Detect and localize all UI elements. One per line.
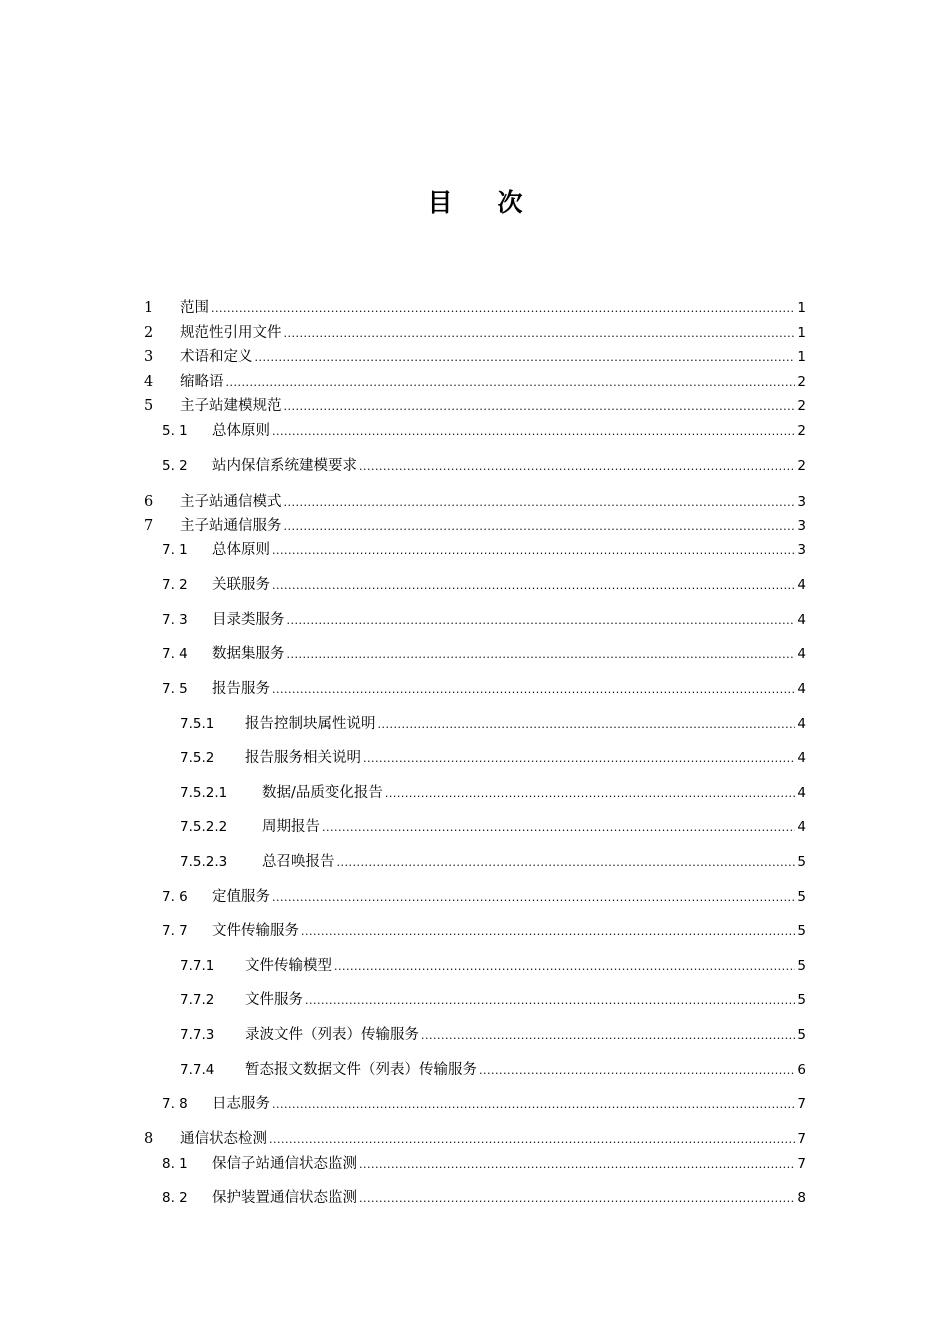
toc-leader-dots	[255, 347, 796, 369]
toc-entry-page: 4	[797, 612, 806, 628]
toc-entry[interactable]	[0, 491, 950, 513]
toc-entry-page: 3	[797, 494, 806, 510]
toc-entry-number: 5	[144, 398, 154, 414]
toc-entry-title: 站内保信系统建模要求	[212, 458, 357, 474]
toc-entry[interactable]	[0, 816, 950, 838]
toc-leader-dots	[287, 610, 796, 632]
toc-entry-number: 7.5.2.2	[180, 819, 228, 835]
toc-entry-title: 文件传输模型	[245, 958, 332, 974]
toc-leader-dots	[284, 323, 796, 345]
toc-entry[interactable]	[0, 1024, 950, 1046]
toc-entry-number: 7. 4	[162, 646, 188, 662]
toc-entry-page: 5	[797, 923, 806, 939]
toc-entry-number: 5. 2	[162, 458, 188, 474]
toc-entry-title: 通信状态检测	[180, 1131, 267, 1147]
toc-entry-title: 报告服务相关说明	[245, 750, 361, 766]
toc-leader-dots	[359, 456, 795, 478]
toc-entry[interactable]	[0, 515, 950, 537]
toc-entry-number: 7. 8	[162, 1096, 188, 1112]
toc-leader-dots	[284, 492, 796, 514]
toc-leader-dots	[363, 748, 795, 770]
toc-entry-title: 数据集服务	[212, 646, 285, 662]
toc-entry[interactable]	[0, 747, 950, 769]
toc-leader-dots	[421, 1025, 795, 1047]
toc-entry-number: 7.7.1	[180, 958, 215, 974]
toc-entry-title: 报告控制块属性说明	[245, 716, 376, 732]
toc-entry[interactable]	[0, 574, 950, 596]
toc-entry-page: 1	[797, 349, 806, 365]
toc-entry[interactable]	[0, 713, 950, 735]
toc-leader-dots	[359, 1154, 795, 1176]
toc-entry-number: 8. 1	[162, 1156, 188, 1172]
toc-leader-dots	[284, 396, 796, 418]
toc-entry[interactable]	[0, 297, 950, 319]
toc-entry-number: 6	[144, 494, 154, 510]
toc-entry[interactable]	[0, 1093, 950, 1115]
toc-entry-number: 7. 1	[162, 542, 188, 558]
toc-leader-dots	[226, 372, 796, 394]
toc-leader-dots	[378, 714, 796, 736]
toc-entry-page: 5	[797, 958, 806, 974]
toc-leader-dots	[272, 540, 795, 562]
toc-entry-number: 7.5.1	[180, 716, 215, 732]
toc-entry[interactable]	[0, 1128, 950, 1150]
toc-leader-dots	[272, 887, 795, 909]
toc-leader-dots	[272, 679, 795, 701]
toc-entry[interactable]	[0, 1059, 950, 1081]
page-title: 目次	[427, 188, 568, 217]
toc-entry-number: 3	[144, 349, 154, 365]
toc-leader-dots	[305, 990, 795, 1012]
toc-entry-title: 规范性引用文件	[180, 325, 282, 341]
toc-entry[interactable]	[0, 1153, 950, 1175]
toc-entry[interactable]	[0, 989, 950, 1011]
toc-entry-title: 报告服务	[212, 681, 270, 697]
toc-entry-number: 7.5.2.3	[180, 854, 228, 870]
toc-entry[interactable]	[0, 420, 950, 442]
toc-entry[interactable]	[0, 851, 950, 873]
toc-entry[interactable]	[0, 322, 950, 344]
toc-entry[interactable]	[0, 539, 950, 561]
toc-leader-dots	[272, 421, 795, 443]
toc-entry-title: 总体原则	[212, 542, 270, 558]
toc-entry-title: 总体原则	[212, 423, 270, 439]
toc-entry-title: 数据/品质变化报告	[262, 785, 383, 801]
toc-entry-number: 7.7.3	[180, 1027, 215, 1043]
toc-entry-title: 主子站建模规范	[180, 398, 282, 414]
toc-entry[interactable]	[0, 1187, 950, 1209]
toc-entry-page: 5	[797, 854, 806, 870]
toc-entry-number: 2	[144, 325, 154, 341]
toc-entry-number: 7.7.2	[180, 992, 215, 1008]
toc-leader-dots	[269, 1129, 795, 1151]
toc-entry[interactable]	[0, 371, 950, 393]
toc-entry-page: 8	[797, 1190, 806, 1206]
toc-entry-title: 文件传输服务	[212, 923, 299, 939]
toc-entry-title: 定值服务	[212, 889, 270, 905]
toc-entry-page: 7	[797, 1096, 806, 1112]
toc-leader-dots	[272, 575, 795, 597]
toc-entry[interactable]	[0, 609, 950, 631]
toc-entry-page: 4	[797, 819, 806, 835]
toc-entry-title: 保护装置通信状态监测	[212, 1190, 357, 1206]
toc-entry-title: 主子站通信服务	[180, 518, 282, 534]
toc-entry-page: 3	[797, 542, 806, 558]
toc-entry-title: 关联服务	[212, 577, 270, 593]
toc-entry-page: 1	[797, 300, 806, 316]
toc-entry-title: 术语和定义	[180, 349, 253, 365]
toc-entry-title: 目录类服务	[212, 612, 285, 628]
toc-entry-page: 6	[797, 1062, 806, 1078]
toc-entry-number: 7. 6	[162, 889, 188, 905]
toc-entry-title: 总召唤报告	[262, 854, 335, 870]
toc-entry-number: 7.5.2	[180, 750, 215, 766]
toc-entry-page: 4	[797, 681, 806, 697]
toc-entry[interactable]	[0, 678, 950, 700]
toc-entry-page: 4	[797, 785, 806, 801]
toc-entry[interactable]	[0, 455, 950, 477]
toc-entry-title: 缩略语	[180, 374, 224, 390]
toc-entry[interactable]	[0, 955, 950, 977]
toc-entry-page: 7	[797, 1156, 806, 1172]
toc-leader-dots	[322, 817, 795, 839]
toc-entry-number: 4	[144, 374, 154, 390]
toc-entry-page: 2	[797, 374, 806, 390]
toc-entry-title: 保信子站通信状态监测	[212, 1156, 357, 1172]
toc-entry[interactable]	[0, 346, 950, 368]
toc-entry-number: 7. 2	[162, 577, 188, 593]
toc-leader-dots	[479, 1060, 795, 1082]
toc-leader-dots	[211, 298, 795, 320]
toc-entry[interactable]	[0, 886, 950, 908]
toc-entry-page: 4	[797, 716, 806, 732]
toc-entry-number: 8	[144, 1131, 154, 1147]
toc-entry-page: 5	[797, 992, 806, 1008]
toc-entry-title: 录波文件（列表）传输服务	[245, 1027, 419, 1043]
toc-entry-number: 8. 2	[162, 1190, 188, 1206]
toc-entry-number: 7. 5	[162, 681, 188, 697]
toc-entry-title: 周期报告	[262, 819, 320, 835]
toc-entry-number: 7.7.4	[180, 1062, 215, 1078]
toc-entry-title: 日志服务	[212, 1096, 270, 1112]
toc-entry-title: 主子站通信模式	[180, 494, 282, 510]
toc-leader-dots	[272, 1094, 795, 1116]
toc-entry-page: 5	[797, 1027, 806, 1043]
toc-leader-dots	[385, 783, 796, 805]
toc-entry-page: 2	[797, 398, 806, 414]
toc-entry-number: 1	[144, 300, 154, 316]
toc-entry[interactable]	[0, 782, 950, 804]
toc-entry-number: 7.5.2.1	[180, 785, 228, 801]
toc-leader-dots	[301, 921, 795, 943]
toc-entry[interactable]	[0, 920, 950, 942]
toc-entry-page: 3	[797, 518, 806, 534]
toc-entry[interactable]	[0, 643, 950, 665]
toc-entry-title: 文件服务	[245, 992, 303, 1008]
toc-leader-dots	[287, 644, 796, 666]
toc-entry[interactable]	[0, 395, 950, 417]
toc-leader-dots	[337, 852, 796, 874]
toc-entry-page: 4	[797, 750, 806, 766]
toc-leader-dots	[359, 1188, 795, 1210]
toc-entry-title: 范围	[180, 300, 209, 316]
toc-entry-page: 2	[797, 423, 806, 439]
toc-entry-number: 7. 7	[162, 923, 188, 939]
toc-entry-number: 7	[144, 518, 154, 534]
toc-leader-dots	[284, 516, 796, 538]
toc-entry-page: 7	[797, 1131, 806, 1147]
toc-entry-number: 5. 1	[162, 423, 188, 439]
toc-entry-page: 4	[797, 577, 806, 593]
toc-entry-number: 7. 3	[162, 612, 188, 628]
toc-leader-dots	[334, 956, 795, 978]
toc-entry-page: 1	[797, 325, 806, 341]
toc-entry-page: 2	[797, 458, 806, 474]
toc-entry-page: 4	[797, 646, 806, 662]
toc-entry-title: 暂态报文数据文件（列表）传输服务	[245, 1062, 477, 1078]
toc-entry-page: 5	[797, 889, 806, 905]
